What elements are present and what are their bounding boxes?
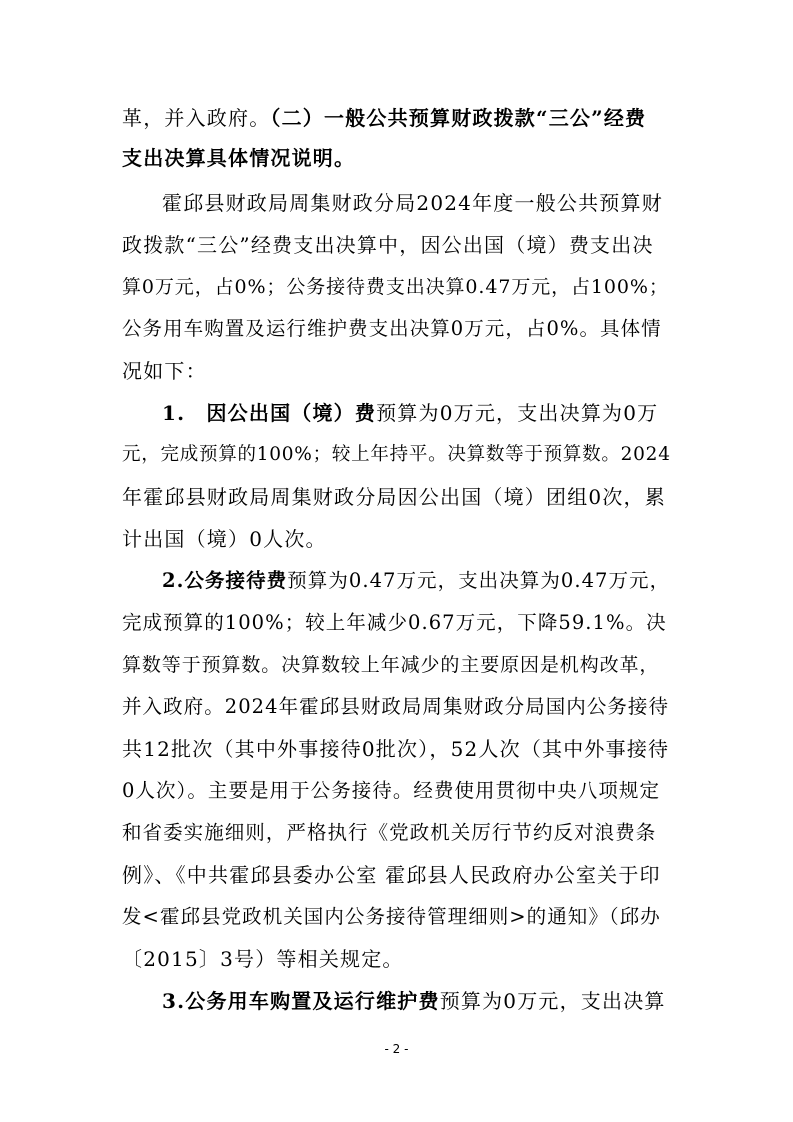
text-line [122,652,659,678]
paragraph-first-line [162,400,658,426]
text-run: 计出国（境）0人次。 [122,527,327,551]
text-run: 政拨款“三公”经费支出决算中，因公出国（境）费支出决 [122,233,654,257]
text-run: 霍邱县财政局周集财政分局2024年度一般公共预算财 [162,191,663,215]
text-run: 完成预算的100%；较上年减少0.67万元，下降59.1%。决 [122,611,667,634]
item-heading: 3.公务用车购置及运行维护费 [162,989,440,1013]
text-line [122,358,207,384]
text-run: 公务用车购置及运行维护费支出决算0万元，占0%。具体情 [122,317,662,340]
text-run: 和省委实施细则，严格执行《党政机关厉行节约反对浪费条 [122,821,657,844]
text-line [122,442,671,468]
text-run: 预算为0万元，支出决算 [439,989,666,1013]
text-line [122,232,654,258]
text-line [122,862,661,888]
text-run: 算数等于预算数。决算数较上年减少的主要原因是机构改革， [122,654,660,676]
text-line [122,484,666,510]
text-line [122,316,662,342]
page-number: - 2 - [384,1042,409,1056]
text-line [122,145,355,171]
text-line [122,610,667,636]
paragraph-first-line [162,190,663,216]
text-run: 预算为0万元，支出决算为0万 [376,401,659,425]
text-line [122,946,404,972]
item-heading: 2.公务接待费 [162,569,288,592]
text-run: 并入政府。2024年霍邱县财政局周集财政分局国内公务接待 [122,695,670,718]
text-run: 算0万元，占0%；公务接待费支出决算0.47万元，占100%； [122,276,669,298]
text-run: 0人次）。主要是用于公务接待。经费使用贯彻中央八项规定 [122,779,661,802]
text-line [122,904,661,930]
text-run: 发<霍邱县党政机关国内公务接待管理细则>的通知》（邱办 [122,905,661,928]
text-run: 年霍邱县财政局周集财政分局因公出国（境）团组0次，累 [122,485,666,509]
text-line [122,736,669,762]
section-heading: 支出决算具体情况说明。 [122,146,356,170]
text-line [122,820,656,846]
text-run: 革，并入政府。 [122,106,271,130]
text-run: 〔2015〕3号）等相关规定。 [122,947,404,971]
paragraph-first-line [162,568,670,594]
section-heading: （二）一般公共预算财政拨款“三公”经费 [270,106,647,130]
text-run: 共12批次（其中外事接待0批次），52人次（其中外事接待 [122,737,670,761]
text-line [122,778,660,804]
text-run: 例》、《中共霍邱县委办公室 霍邱县人民政府办公室关于印 [122,863,661,887]
text-line [122,274,669,300]
item-heading: 1. 因公出国（境）费 [162,401,377,425]
text-line [122,105,646,131]
text-run: 预算为0.47万元，支出决算为0.47万元， [287,569,671,592]
text-run: 况如下： [122,359,207,383]
text-run: 元，完成预算的100%；较上年持平。决算数等于预算数。2024 [122,444,671,465]
text-line [122,694,669,720]
paragraph-first-line [162,988,666,1014]
text-line [122,526,327,552]
